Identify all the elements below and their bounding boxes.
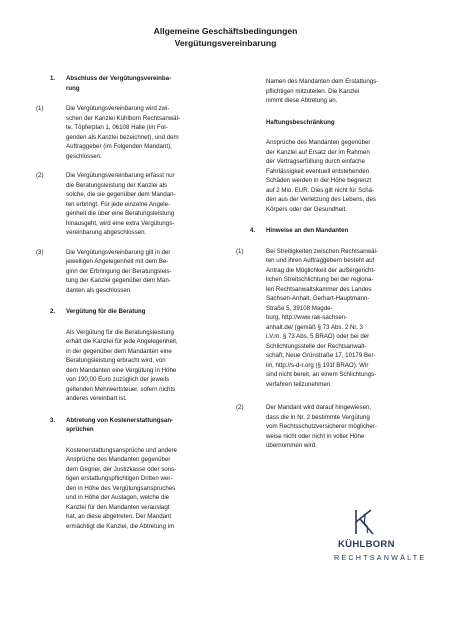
text-line: schen der Kanzlei Kühlborn Rechtsanwäl- xyxy=(66,114,181,122)
paragraph-number: (3) xyxy=(36,248,44,256)
text-line: Der Mandant wird darauf hingewiesen, xyxy=(266,404,372,411)
text-line: von 190,00 Euro zuzüglich der jeweils xyxy=(66,376,170,383)
logo-subtitle: RECHTSANWÄLTE xyxy=(334,553,427,562)
text-line: Schlichtungsstelle der Rechtsanwalt- xyxy=(266,342,367,350)
document-subtitle: Vergütungsvereinbarung xyxy=(174,38,277,48)
section-3-continuation xyxy=(236,77,416,106)
text-line: Die Vergütungsvereinbarung erfasst nur xyxy=(66,172,175,179)
text-line: Straße 5, 39108 Magde- xyxy=(266,304,333,312)
text-line: dem Mandanten eine Vergütung in Höhe xyxy=(66,366,177,374)
section-1-paragraph-2 xyxy=(36,171,216,238)
text-line: den aus der Verletzung des Lebens, des xyxy=(266,196,376,203)
right-column xyxy=(236,77,416,461)
section-3-heading xyxy=(36,416,216,435)
text-line: weise nicht oder nicht in voller Höhe xyxy=(266,432,365,440)
text-line: lin, http://s-d-r.org (§ 191f BRAO). Wir xyxy=(266,361,369,369)
heading-line: Haftungsbeschränkung xyxy=(266,118,335,126)
text-line: vom Rechtsschutzversicherer möglicher- xyxy=(266,423,377,430)
section-2-body xyxy=(36,328,216,404)
section-4-heading xyxy=(236,226,416,236)
text-line: erhält die Kanzlei für jede Angelegenheit, xyxy=(66,338,178,345)
text-line: pflichtigen mitzuteilen. Die Kanzlei xyxy=(266,87,360,95)
heading-line: Vergütung für die Beratung xyxy=(66,308,146,315)
section-number: 2. xyxy=(50,308,56,315)
text-line: sind nicht bereit, an einem Schlichtungs- xyxy=(266,371,377,378)
text-line: i.V.m. § 73 Abs. 5 BRAO) oder bei der xyxy=(266,333,370,340)
left-column xyxy=(36,74,216,531)
text-line: geltenden Mehrwertsteuer, sofern nichts xyxy=(66,385,176,393)
section-4-paragraph-2 xyxy=(236,403,416,451)
text-line: Namen des Mandanten dem Erstattungs- xyxy=(266,78,379,85)
text-line: Beratungsleistung erbracht wird, von xyxy=(66,357,166,364)
text-line: Kostenerstattungsansprüche und andere xyxy=(66,446,177,454)
text-line: auf 2 Mio. EUR. Dies gilt nicht für Schä- xyxy=(266,186,375,194)
section-1-paragraph-3 xyxy=(36,248,216,296)
text-line: anhalt.de/ (gemäß § 73 Abs. 2 Nr. 3 xyxy=(266,323,363,331)
text-line: vereinbarung abgeschlossen. xyxy=(66,229,147,236)
heading-line: Hinweise an den Mandanten xyxy=(266,227,349,234)
section-3-body xyxy=(36,446,216,532)
text-line: Die Vergütungsvereinbarung wird zwi- xyxy=(66,105,170,112)
text-line: der Kanzlei auf Ersatz der im Rahmen xyxy=(266,148,370,156)
text-line: anderes vereinbart ist. xyxy=(66,395,127,402)
section-number: 3. xyxy=(50,416,56,424)
text-line: der Vertragserfüllung durch einfache xyxy=(266,158,365,165)
text-line: ten erbringt. Für jede einzelne Angele- xyxy=(66,200,171,208)
text-line: Auftraggeber (im Folgenden Mandant), xyxy=(66,143,172,150)
text-line: dass die in Nr. 2 bestimmte Vergütung xyxy=(266,413,370,421)
text-line: verfahren teilzunehmen. xyxy=(266,380,332,388)
text-line: Körpers oder der Gesundheit. xyxy=(266,205,347,213)
text-line: Als Vergütung für die Beratungsleistung xyxy=(66,328,174,336)
liability-heading xyxy=(236,118,416,128)
heading-line: rung xyxy=(66,84,80,92)
text-line: in der gegenüber dem Mandanten eine xyxy=(66,347,172,355)
kuehlborn-logo-mark-icon xyxy=(353,508,377,536)
text-line: den in Höhe des Vergütungsanspruches xyxy=(66,484,176,492)
text-line: schaft, Neue Grünstraße 17, 10179 Ber- xyxy=(266,352,376,359)
text-line: übernommen wird. xyxy=(266,442,317,449)
text-line: Ansprüche des Mandanten gegenüber xyxy=(266,139,371,146)
text-line: tung der Kanzlei gegenüber dem Man- xyxy=(66,277,171,284)
text-line: Ansprüche des Mandanten gegenüber xyxy=(66,456,171,463)
text-line: ten und ihren Auftraggebern besteht auf xyxy=(266,257,375,264)
text-line: hat, an diese abgetreten. Der Mandant xyxy=(66,513,172,520)
heading-line: sprüchen xyxy=(66,426,94,433)
text-line: hinausgeht, wird eine extra Vergütungs- xyxy=(66,219,175,227)
text-line: danten als geschlossen. xyxy=(66,286,132,294)
text-line: jeweiligen Angelegenheit mit dem Be- xyxy=(66,258,169,265)
text-line: ginn der Erbringung der Beratungsleis- xyxy=(66,267,172,275)
text-line: geschlossen. xyxy=(66,152,102,160)
text-line: Fahrlässigkeit eventuell entstehenden xyxy=(266,167,370,175)
paragraph-number: (1) xyxy=(236,247,244,255)
text-line: tigen erstattungspflichtigen Dritten wer- xyxy=(66,475,173,482)
logo-name: KÜHLBORN xyxy=(338,539,395,550)
text-line: dem Gegner, der Justizkasse oder sons- xyxy=(66,465,177,473)
heading-line: Abtretung von Kostenerstattungsan- xyxy=(66,416,174,424)
heading-line: Abschluss der Vergütungsvereinba- xyxy=(66,75,172,82)
section-number: 4. xyxy=(250,227,256,234)
paragraph-number: (2) xyxy=(36,172,44,179)
paragraph-number: (2) xyxy=(236,404,244,411)
section-number: 1. xyxy=(50,75,56,82)
text-line: lichen Streitschlichtung bei der regiona- xyxy=(266,276,374,283)
liability-body xyxy=(236,138,416,214)
section-4-paragraph-1 xyxy=(236,247,416,390)
text-line: nimmt diese Abtretung an. xyxy=(266,97,338,104)
section-1-heading xyxy=(36,74,216,93)
text-line: solche, die sie gegenüber dem Mandan- xyxy=(66,191,176,198)
paragraph-number: (1) xyxy=(36,105,44,112)
text-line: die Beratungsleistung der Kanzlei als xyxy=(66,181,168,189)
text-line: und in Höhe der Auslagen, welche die xyxy=(66,494,170,501)
text-line: burg, http://www.rak-sachsen- xyxy=(266,314,348,321)
text-line: Schäden werden in der Höhe begrenzt xyxy=(266,177,372,184)
text-line: genheit die über eine Beratungsleistung xyxy=(66,210,175,217)
text-line: genden als Kanzlei bezeichnet), und dem xyxy=(66,133,179,141)
text-line: Sachsen-Anhalt, Gerhart-Hauptmann- xyxy=(266,295,370,302)
text-line: ermächtigt die Kanzlei, die Abtretung im xyxy=(66,522,175,530)
section-2-heading xyxy=(36,307,216,317)
text-line: len Rechtsanwaltskammer des Landes xyxy=(266,285,372,293)
section-1-paragraph-1 xyxy=(36,104,216,161)
text-line: Bei Streitigkeiten zwischen Rechtsanwäl- xyxy=(266,247,378,255)
text-line: Antrag die Möglichkeit der außergericht- xyxy=(266,266,376,274)
text-line: Die Vergütungsvereinbarung gilt in der xyxy=(66,248,171,256)
kuehlborn-logo xyxy=(334,508,438,568)
text-line: Kanzlei für den Mandanten verauslagt xyxy=(66,503,170,511)
document-title: Allgemeine Geschäftsbedingungen xyxy=(153,26,298,36)
text-line: te, Töpferplan 1, 06108 Halle (im Fol- xyxy=(66,124,168,131)
